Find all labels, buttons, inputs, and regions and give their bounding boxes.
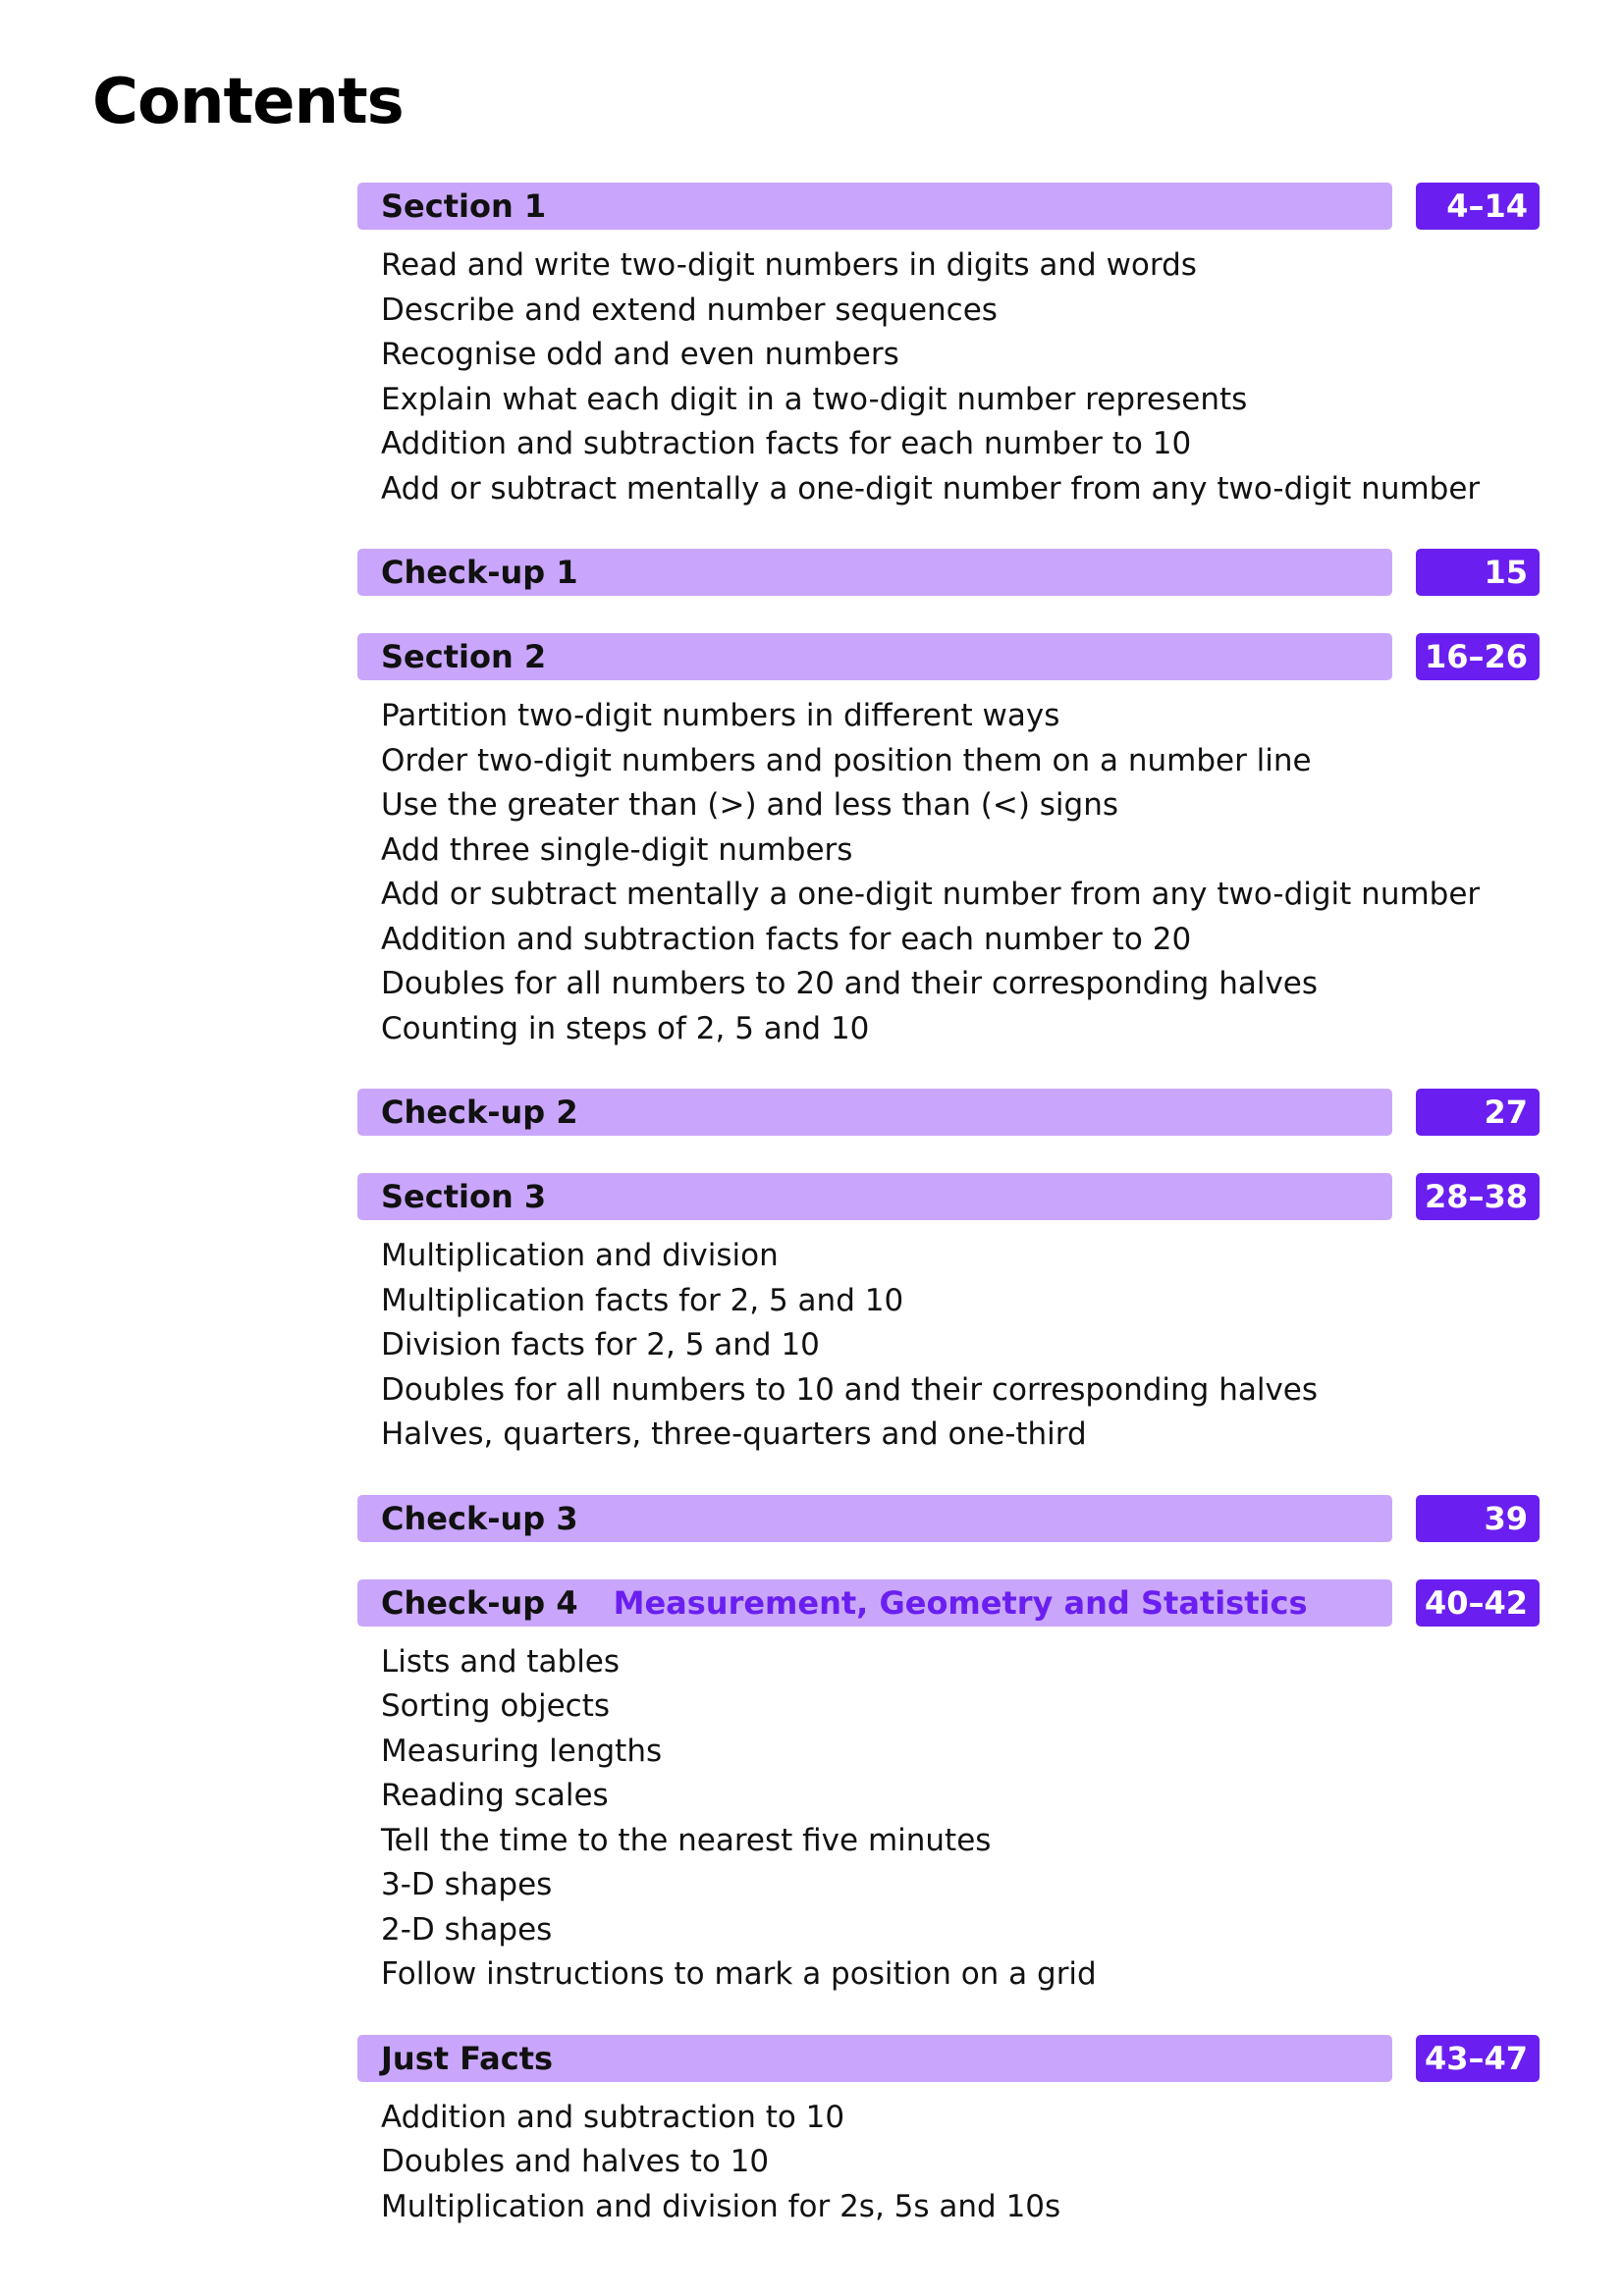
- toc-heading-row: [357, 2035, 1540, 2082]
- topic-item: Addition and subtraction facts for each number to 20: [381, 921, 1192, 957]
- section-heading-bar: [357, 1579, 1392, 1627]
- page-range-badge: 39: [1416, 1495, 1540, 1542]
- section-label: Check-up 2: [381, 1094, 578, 1131]
- topic-item: Measuring lengths: [381, 1733, 663, 1769]
- topic-item: Multiplication and division: [381, 1238, 779, 1273]
- toc-heading-row: [357, 1495, 1540, 1542]
- section-heading-bar: [357, 183, 1392, 230]
- topic-item: Doubles for all numbers to 20 and their corresponding halves: [381, 966, 1319, 1001]
- topic-item: Order two-digit numbers and position them on a number line: [381, 742, 1312, 778]
- section-heading-bar: [357, 1495, 1392, 1542]
- topic-item: Sorting objects: [381, 1688, 611, 1724]
- page-range-badge: 28–38: [1416, 1173, 1540, 1220]
- toc-entry-check-up-2: [357, 1089, 1540, 1136]
- topic-item: Describe and extend number sequences: [381, 292, 998, 328]
- topic-item: Read and write two-digit numbers in digits and words: [381, 247, 1197, 283]
- toc-entry-just-facts: [357, 2035, 1540, 2230]
- section-heading-bar: [357, 2035, 1392, 2082]
- topic-item: Counting in steps of 2, 5 and 10: [381, 1010, 870, 1046]
- toc-heading-row: [357, 633, 1540, 680]
- topic-item: Recognise odd and even numbers: [381, 337, 899, 372]
- section-label: Section 2: [381, 638, 547, 675]
- toc-heading-row: [357, 1579, 1540, 1627]
- page-range-badge: 15: [1416, 549, 1540, 596]
- page-range-badge: 43–47: [1416, 2035, 1540, 2082]
- section-subtitle: Measurement, Geometry and Statistics: [613, 1583, 1308, 1622]
- toc-heading-row: [357, 183, 1540, 230]
- page-range-badge: 4–14: [1416, 183, 1540, 230]
- toc-entry-check-up-1: [357, 549, 1540, 596]
- topic-list: [357, 680, 1540, 1051]
- toc-heading-row: [357, 1173, 1540, 1220]
- page-range-badge: 27: [1416, 1089, 1540, 1136]
- toc-entry-section-1: [357, 183, 1540, 511]
- topic-item: Explain what each digit in a two-digit number represents: [381, 381, 1248, 417]
- topic-item: Reading scales: [381, 1778, 609, 1813]
- page-title: Contents: [92, 66, 404, 138]
- topic-list: [357, 2082, 1540, 2230]
- toc-entry-check-up-4: [357, 1579, 1540, 1998]
- topic-item: Add three single-digit numbers: [381, 831, 853, 868]
- topic-list: [357, 1220, 1540, 1458]
- topic-list: [357, 1627, 1540, 1998]
- section-heading-bar: [357, 1089, 1392, 1136]
- topic-item: Lists and tables: [381, 1643, 621, 1680]
- toc-heading-row: [357, 1089, 1540, 1136]
- section-label: Just Facts: [381, 2039, 554, 2077]
- topic-item: Add or subtract mentally a one-digit number from any two-digit number: [381, 877, 1481, 912]
- topic-list: [357, 230, 1540, 511]
- section-heading-bar: [357, 633, 1392, 680]
- topic-item: Addition and subtraction to 10: [381, 2099, 845, 2135]
- topic-item: 2-D shapes: [381, 1911, 553, 1948]
- toc-entry-section-2: [357, 633, 1540, 1051]
- toc-entry-check-up-3: [357, 1495, 1540, 1542]
- topic-item: 3-D shapes: [381, 1867, 553, 1902]
- topic-item: Follow instructions to mark a position on a grid: [381, 1956, 1097, 1992]
- topic-item: Division facts for 2, 5 and 10: [381, 1327, 820, 1362]
- topic-item: Multiplication facts for 2, 5 and 10: [381, 1282, 904, 1318]
- contents-list: [357, 183, 1540, 2267]
- topic-item: Doubles and halves to 10: [381, 2144, 770, 2179]
- section-label: Section 3: [381, 1178, 547, 1215]
- topic-item: Use the greater than (>) and less than (<) signs: [381, 787, 1119, 823]
- section-heading-bar: [357, 1173, 1392, 1220]
- topic-item: Multiplication and division for 2s, 5s and 10s: [381, 2188, 1061, 2224]
- topic-item: Addition and subtraction facts for each number to 10: [381, 426, 1192, 461]
- section-label: Check-up 3: [381, 1499, 578, 1537]
- topic-item: Tell the time to the nearest five minutes: [381, 1822, 992, 1858]
- page-range-badge: 16–26: [1416, 633, 1540, 680]
- topic-item: Doubles for all numbers to 10 and their corresponding halves: [381, 1371, 1319, 1408]
- section-heading-bar: [357, 549, 1392, 596]
- section-label: Check-up 4: [381, 1583, 578, 1622]
- toc-entry-section-3: [357, 1173, 1540, 1458]
- toc-heading-row: [357, 549, 1540, 596]
- page-range-badge: 40–42: [1416, 1579, 1540, 1627]
- section-label: Check-up 1: [381, 554, 578, 591]
- topic-item: Partition two-digit numbers in different ways: [381, 698, 1060, 733]
- topic-item: Halves, quarters, three-quarters and one-third: [381, 1416, 1087, 1452]
- section-label: Section 1: [381, 187, 547, 225]
- topic-item: Add or subtract mentally a one-digit number from any two-digit number: [381, 470, 1481, 507]
